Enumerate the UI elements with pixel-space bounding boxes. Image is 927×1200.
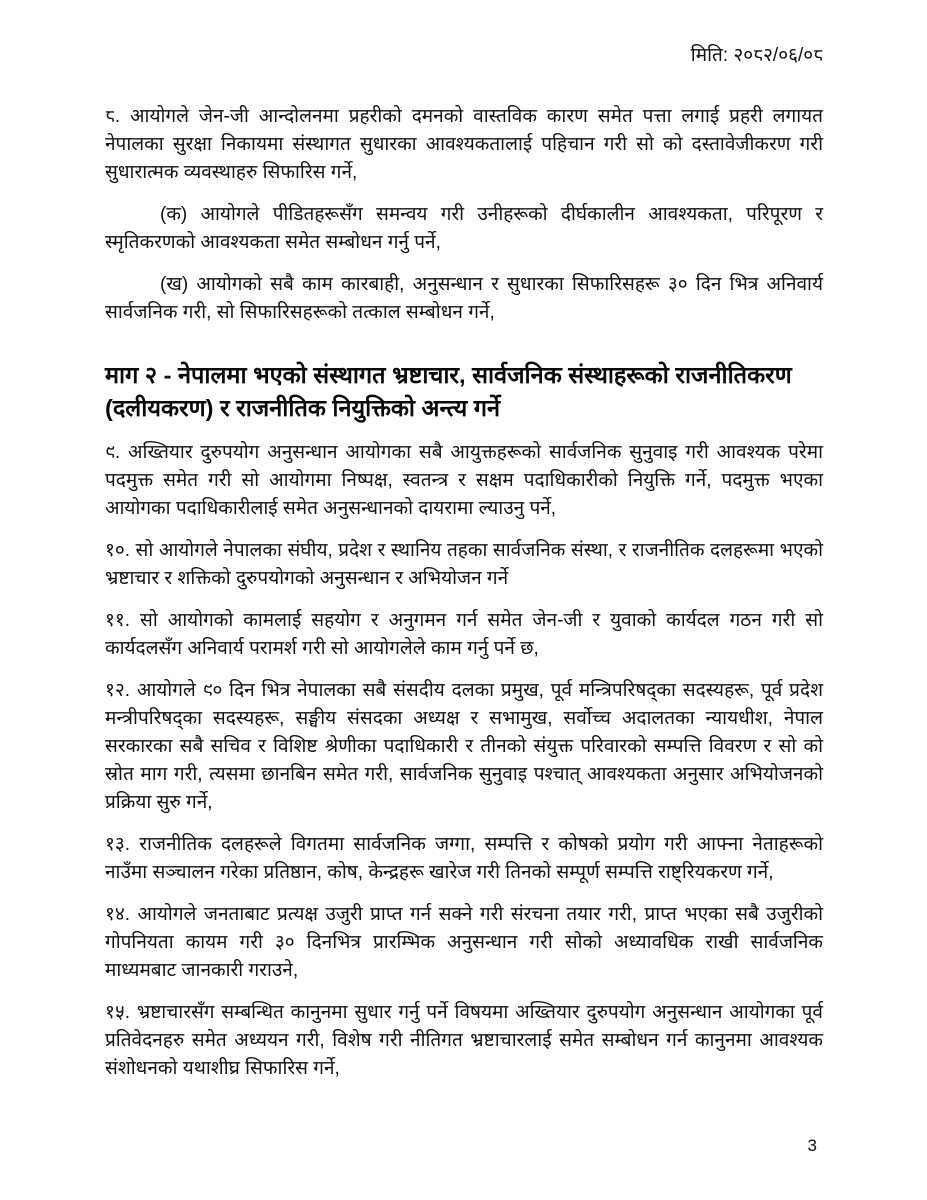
paragraph-11: ११. सो आयोगको कामलाई सहयोग र अनुगमन गर्न समेत जेन-जी र युवाको कार्यदल गठन गरी सो कार्यदलसँग अनिवार्य परामर्श गरी सो आयोगलेले काम गर्नु पर्ने छ, xyxy=(105,610,823,659)
document-date: मिति: २०८२/०६/०८ xyxy=(690,45,823,66)
clause-ka: (क) आयोगले पीडितहरूसँग समन्वय गरी उनीहरूको दीर्घकालीन आवश्यकता, परिपूरण र स्मृतिकरणको आवश्यकता समेत सम्बोधन गर्नु पर्ने, xyxy=(105,204,823,253)
paragraph-13: १३. राजनीतिक दलहरूले विगतमा सार्वजनिक जग्गा, सम्पत्ति र कोषको प्रयोग गरी आफ्ना नेताहरूको नाउँमा सञ्चालन गरेका प्रतिष्ठान, कोष, केन्द्रहरू खारेज गरी तिनको सम्पूर्ण सम्पत्ति राष्ट्रियकरण गर्ने, xyxy=(105,834,823,883)
paragraph-14: १४. आयोगले जनताबाट प्रत्यक्ष उजुरी प्राप्त गर्न सक्ने गरी संरचना तयार गरी, प्राप्त भएका सबै उजुरीको गोपनियता कायम गरी ३० दिनभित्र प्रारम्भिक अनुसन्धान गरी सोको अध्यावधिक राखी सार्वजनिक माध्यमबाट जानकारी गराउने, xyxy=(105,904,823,981)
document-body xyxy=(105,103,823,1083)
page-number: 3 xyxy=(807,1136,817,1155)
clause-kha: (ख) आयोगको सबै काम कारबाही, अनुसन्धान र सुधारका सिफारिसहरू ३० दिन भित्र अनिवार्य सार्वजनिक गरी, सो सिफारिसहरूको तत्काल सम्बोधन गर्ने, xyxy=(105,274,823,323)
paragraph-10: १०. सो आयोगले नेपालका संघीय, प्रदेश र स्थानिय तहका सार्वजनिक संस्था, र राजनीतिक दलहरूमा भएको भ्रष्टाचार र शक्तिको दुरुपयोगको अनुसन्धान र अभियोजन गर्ने xyxy=(105,540,823,589)
paragraph-8: ८. आयोगले जेन-जी आन्दोलनमा प्रहरीको दमनको वास्तविक कारण समेत पत्ता लगाई प्रहरी लगायत नेपालका सुरक्षा निकायमा संस्थागत सुधारका आवश्यकतालाई पहिचान गरी सो को दस्तावेजीकरण गरी सुधारात्मक व्यवस्थाहरु सिफारिस गर्ने, xyxy=(105,106,823,183)
section-heading-demand-2: माग २ - नेपालमा भएको संस्थागत भ्रष्टाचार, सार्वजनिक संस्थाहरूको राजनीतिकरण (दलीयकरण) र राजनीतिक नियुक्तिको अन्त्य गर्ने xyxy=(105,362,792,421)
paragraph-9: ९. अख्तियार दुरुपयोग अनुसन्धान आयोगका सबै आयुक्तहरूको सार्वजनिक सुनुवाइ गरी आवश्यक परेमा पदमुक्त समेत गरी सो आयोगमा निष्पक्ष, स्वतन्त्र र सक्षम पदाधिकारीको नियुक्ति गर्ने, पदमुक्त भएका आयोगका पदाधिकारीलाई समेत अनुसन्धानको दायरामा ल्याउनु पर्ने, xyxy=(105,442,823,519)
paragraph-15: १५. भ्रष्टाचारसँग सम्बन्धित कानुनमा सुधार गर्नु पर्ने विषयमा अख्तियार दुरुपयोग अनुसन्धान आयोगका पूर्व प्रतिवेदनहरु समेत अध्ययन गरी, विशेष गरी नीतिगत भ्रष्टाचारलाई समेत सम्बोधन गर्न कानुनमा आवश्यक संशोधनको यथाशीघ्र सिफारिस गर्ने, xyxy=(105,1002,823,1079)
paragraph-12: १२. आयोगले ९० दिन भित्र नेपालका सबै संसदीय दलका प्रमुख, पूर्व मन्त्रिपरिषद्का सदस्यहरू, पूर्व प्रदेश मन्त्रीपरिषद्का सदस्यहरू, सङ्घीय संसदका अध्यक्ष र सभामुख, सर्वोच्च अदालतका न्यायधीश, नेपाल सरकारका सबै सचिव र विशिष्ट श्रेणीका पदाधिकारी र तीनको संयुक्त परिवारको सम्पत्ति विवरण र सो को स्रोत माग गरी, त्यसमा छानबिन समेत गरी, सार्वजनिक सुनुवाइ पश्चात् आवश्यकता अनुसार अभियोजनको प्रक्रिया सुरु गर्ने, xyxy=(105,680,823,813)
